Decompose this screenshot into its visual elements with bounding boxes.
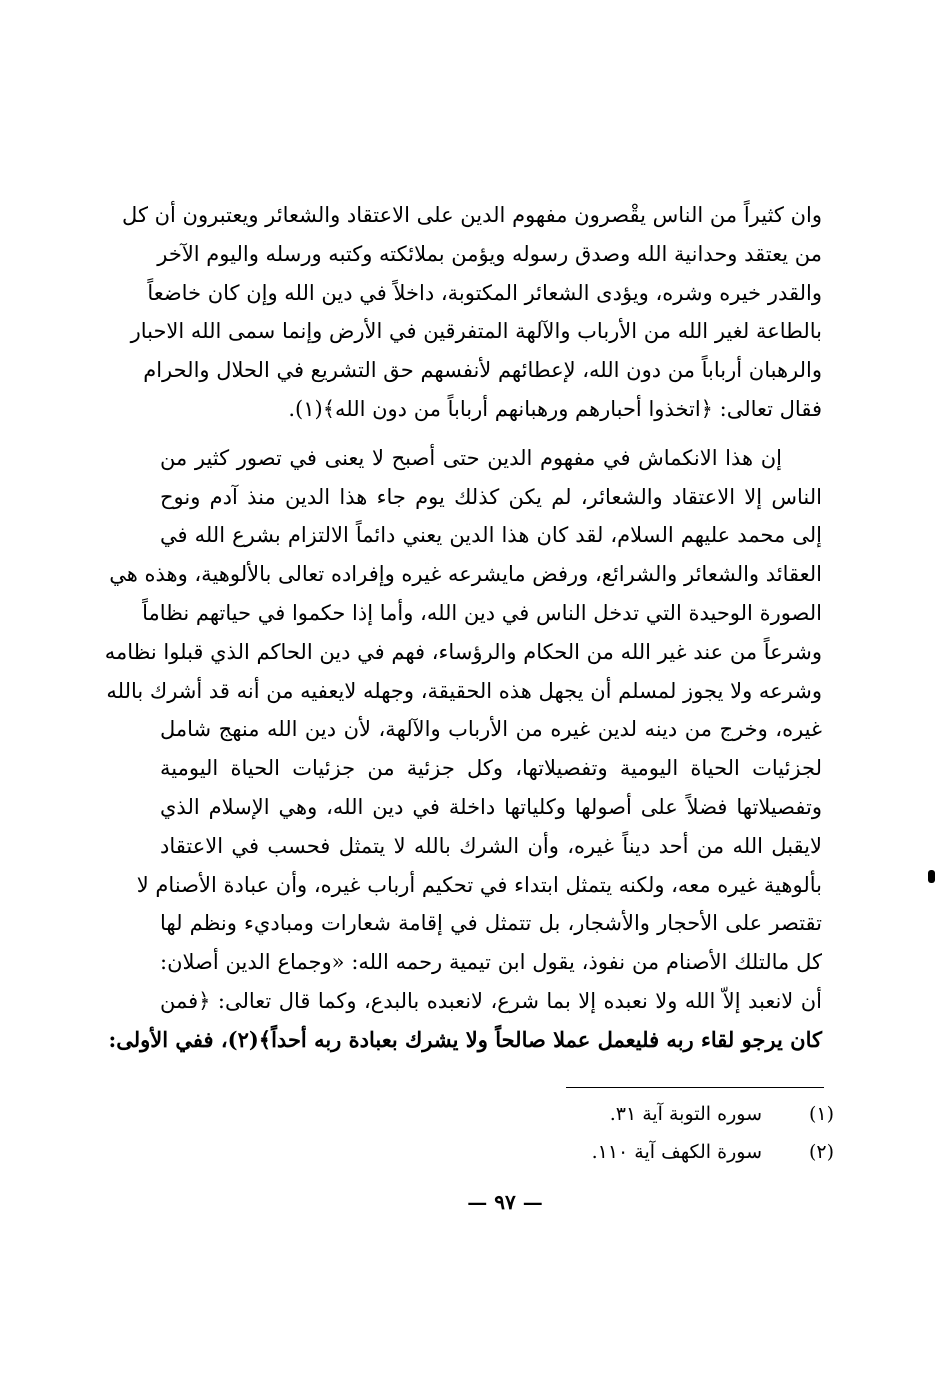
text-line: وشرعاً من عند غير الله من الحكام والرؤساء، فهم في دين الحاكم الذي قبلوا نظامه [104, 639, 822, 664]
text-line: لايقبل الله من أحد ديناً غيره، وأن الشرك بالله لا يتمثل فحسب في الاعتقاد [160, 833, 822, 858]
footnote-number: (١) [808, 1103, 834, 1125]
text-line: أن لانعبد إلاّ الله ولا نعبده إلا بما شرع، لانعبده بالبدع، وكما قال تعالى: ﴿فمن [160, 988, 822, 1013]
page-body [104, 196, 822, 1060]
text-line: بألوهية غيره معه، ولكنه يتمثل ابتداء في تحكيم أرباب غيره، وأن عبادة الأصنام لا [136, 872, 822, 897]
margin-mark [928, 870, 935, 883]
text-line: الناس إلا الاعتقاد والشعائر، لم يكن كذلك يوم جاء هذا الدين منذ آدم ونوح [160, 484, 822, 509]
text-line: كل مالتلك الأصنام من نفوذ، يقول ابن تيمية رحمه الله: «وجماع الدين أصلان: [160, 950, 822, 975]
text-line: غيره، وخرج من دينه لدين غيره من الأرباب والآلهة، لأن دين الله منهج شامل [160, 717, 822, 742]
footnotes [400, 1095, 834, 1171]
footnote [400, 1095, 834, 1133]
paragraph [122, 196, 822, 429]
text-line: والقدر خيره وشره، ويؤدى الشعائر المكتوبة، داخلاً في دين الله وإن كان خاضعاً [147, 280, 822, 305]
text-line: فقال تعالى: ﴿اتخذوا أحبارهم ورهبانهم أرباباً من دون الله﴾(١). [288, 396, 822, 421]
text-line: لجزئيات الحياة اليومية وتفصيلاتها، وكل جزئية من جزئيات الحياة اليومية [160, 756, 822, 781]
text-line: والرهبان أرباباً من دون الله، لإعطائهم لأنفسهم حق التشريع في الحلال والحرام [143, 358, 822, 383]
text-line: إلى محمد عليهم السلام، لقد كان هذا الدين يعني دائماً الالتزام بشرع الله في [160, 523, 822, 548]
footnote [400, 1133, 834, 1171]
text-line: إن هذا الانكماش في مفهوم الدين حتى أصبح لا يعنى في تصور كثير من [160, 445, 782, 470]
text-line: العقائد والشعائر والشرائع، ورفض مايشرعه غيره وإفراده تعالى بالألوهية، وهذه هي [109, 562, 822, 587]
paragraph [104, 439, 822, 1060]
text-line: وشرعه ولا يجوز لمسلم أن يجهل هذه الحقيقة، وجهله لايعفيه من أنه قد أشرك بالله [106, 678, 822, 703]
footnote-text: سوره التوبة آية ٣١. [609, 1103, 762, 1125]
text-line: من يعتقد وحدانية الله وصدق رسوله ويؤمن بملائكته وكتبه ورسله واليوم الآخر [157, 241, 822, 266]
footnote-divider [566, 1087, 824, 1088]
text-line: كان يرجو لقاء ربه فليعمل عملا صالحاً ولا يشرك بعبادة ربه أحداً﴾(٢)، ففي الأولى: [108, 1026, 822, 1052]
page-number: — ٩٧ — [467, 1190, 543, 1214]
footnote-number: (٢) [808, 1141, 834, 1163]
text-line: وتفصيلاتها فضلاً على أصولها وكلياتها داخلة في دين الله، وهي الإسلام الذي [160, 794, 822, 819]
text-line: بالطاعة لغير الله من الأرباب والآلهة المتفرقين في الأرض وإنما سمى الله الاحبار [130, 319, 822, 344]
text-line: تقتصر على الأحجار والأشجار، بل تتمثل في إقامة شعارات ومباديء ونظم لها [160, 911, 822, 936]
footnote-text: سورة الكهف آية ١١٠. [591, 1141, 762, 1163]
text-line: الصورة الوحيدة التي تدخل الناس في دين الله، وأما إذا حكموا في حياتهم نظاماً [142, 600, 822, 625]
text-line: وان كثيراً من الناس يقْصرون مفهوم الدين على الاعتقاد والشعائر ويعتبرون أن كل [122, 203, 822, 227]
